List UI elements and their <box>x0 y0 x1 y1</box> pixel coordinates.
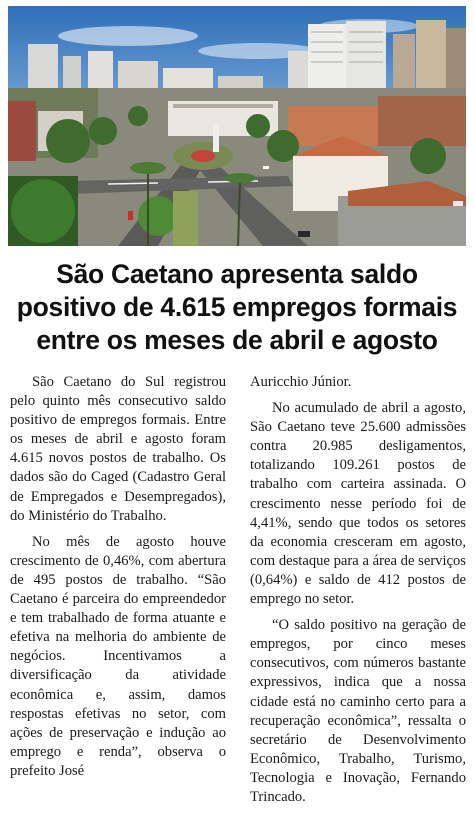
article-column-left <box>10 373 226 807</box>
article-headline: São Caetano apresenta saldo positivo de 4.615 empregos formais entre os meses de abril e agosto <box>16 259 458 355</box>
article-column-right <box>250 373 466 807</box>
article-paragraph-continuation: Auricchio Júnior. <box>250 374 352 390</box>
article-paragraph: No mês de agosto houve crescimento de 0,46%, com abertura de 495 postos de trabalho. “São Caetano é parceira do empreendedor e tem trabalhado de forma atuante e efetiva na melhoria do ambiente de negócios. Incentivamos a diversificação da atividade econômica e, assim, damos respostas efetivas no setor, com ações de preservação e indução ao emprego e renda”, observa o prefeito José <box>10 533 226 779</box>
city-aerial-photo <box>8 6 466 246</box>
article-paragraph: “O saldo positivo na geração de empregos, por cinco meses consecutivos, com números bastante expressivos, indica que a nossa cidade está no caminho certo para a recuperação econômica”, ressalta o secretário de Desenvolvimento Econômico, Trabalho, Turismo, Tecnologia e Inovação, Fernando Trincado. <box>250 617 466 805</box>
article-paragraph: No acumulado de abril a agosto, São Caetano teve 25.600 admissões contra 20.985 desligamentos, totalizando 109.261 postos de trabalho com carteira assinada. O crescimento nesse período foi de 4,41%, sendo que todos os setores da economia cresceram em agosto, com destaque para a área de serviços (0,64%) e saldo de 412 postos de emprego no setor. <box>250 400 466 608</box>
article-paragraph: São Caetano do Sul registrou pelo quinto mês consecutivo saldo positivo de empregos formais. Entre os meses de abril e agosto foram 4.615 novos postos de trabalho. Os dados são do Caged (Cadastro Geral de Empregados e Desempregados), do Ministério do Trabalho. <box>10 374 226 524</box>
article-body <box>10 373 466 807</box>
